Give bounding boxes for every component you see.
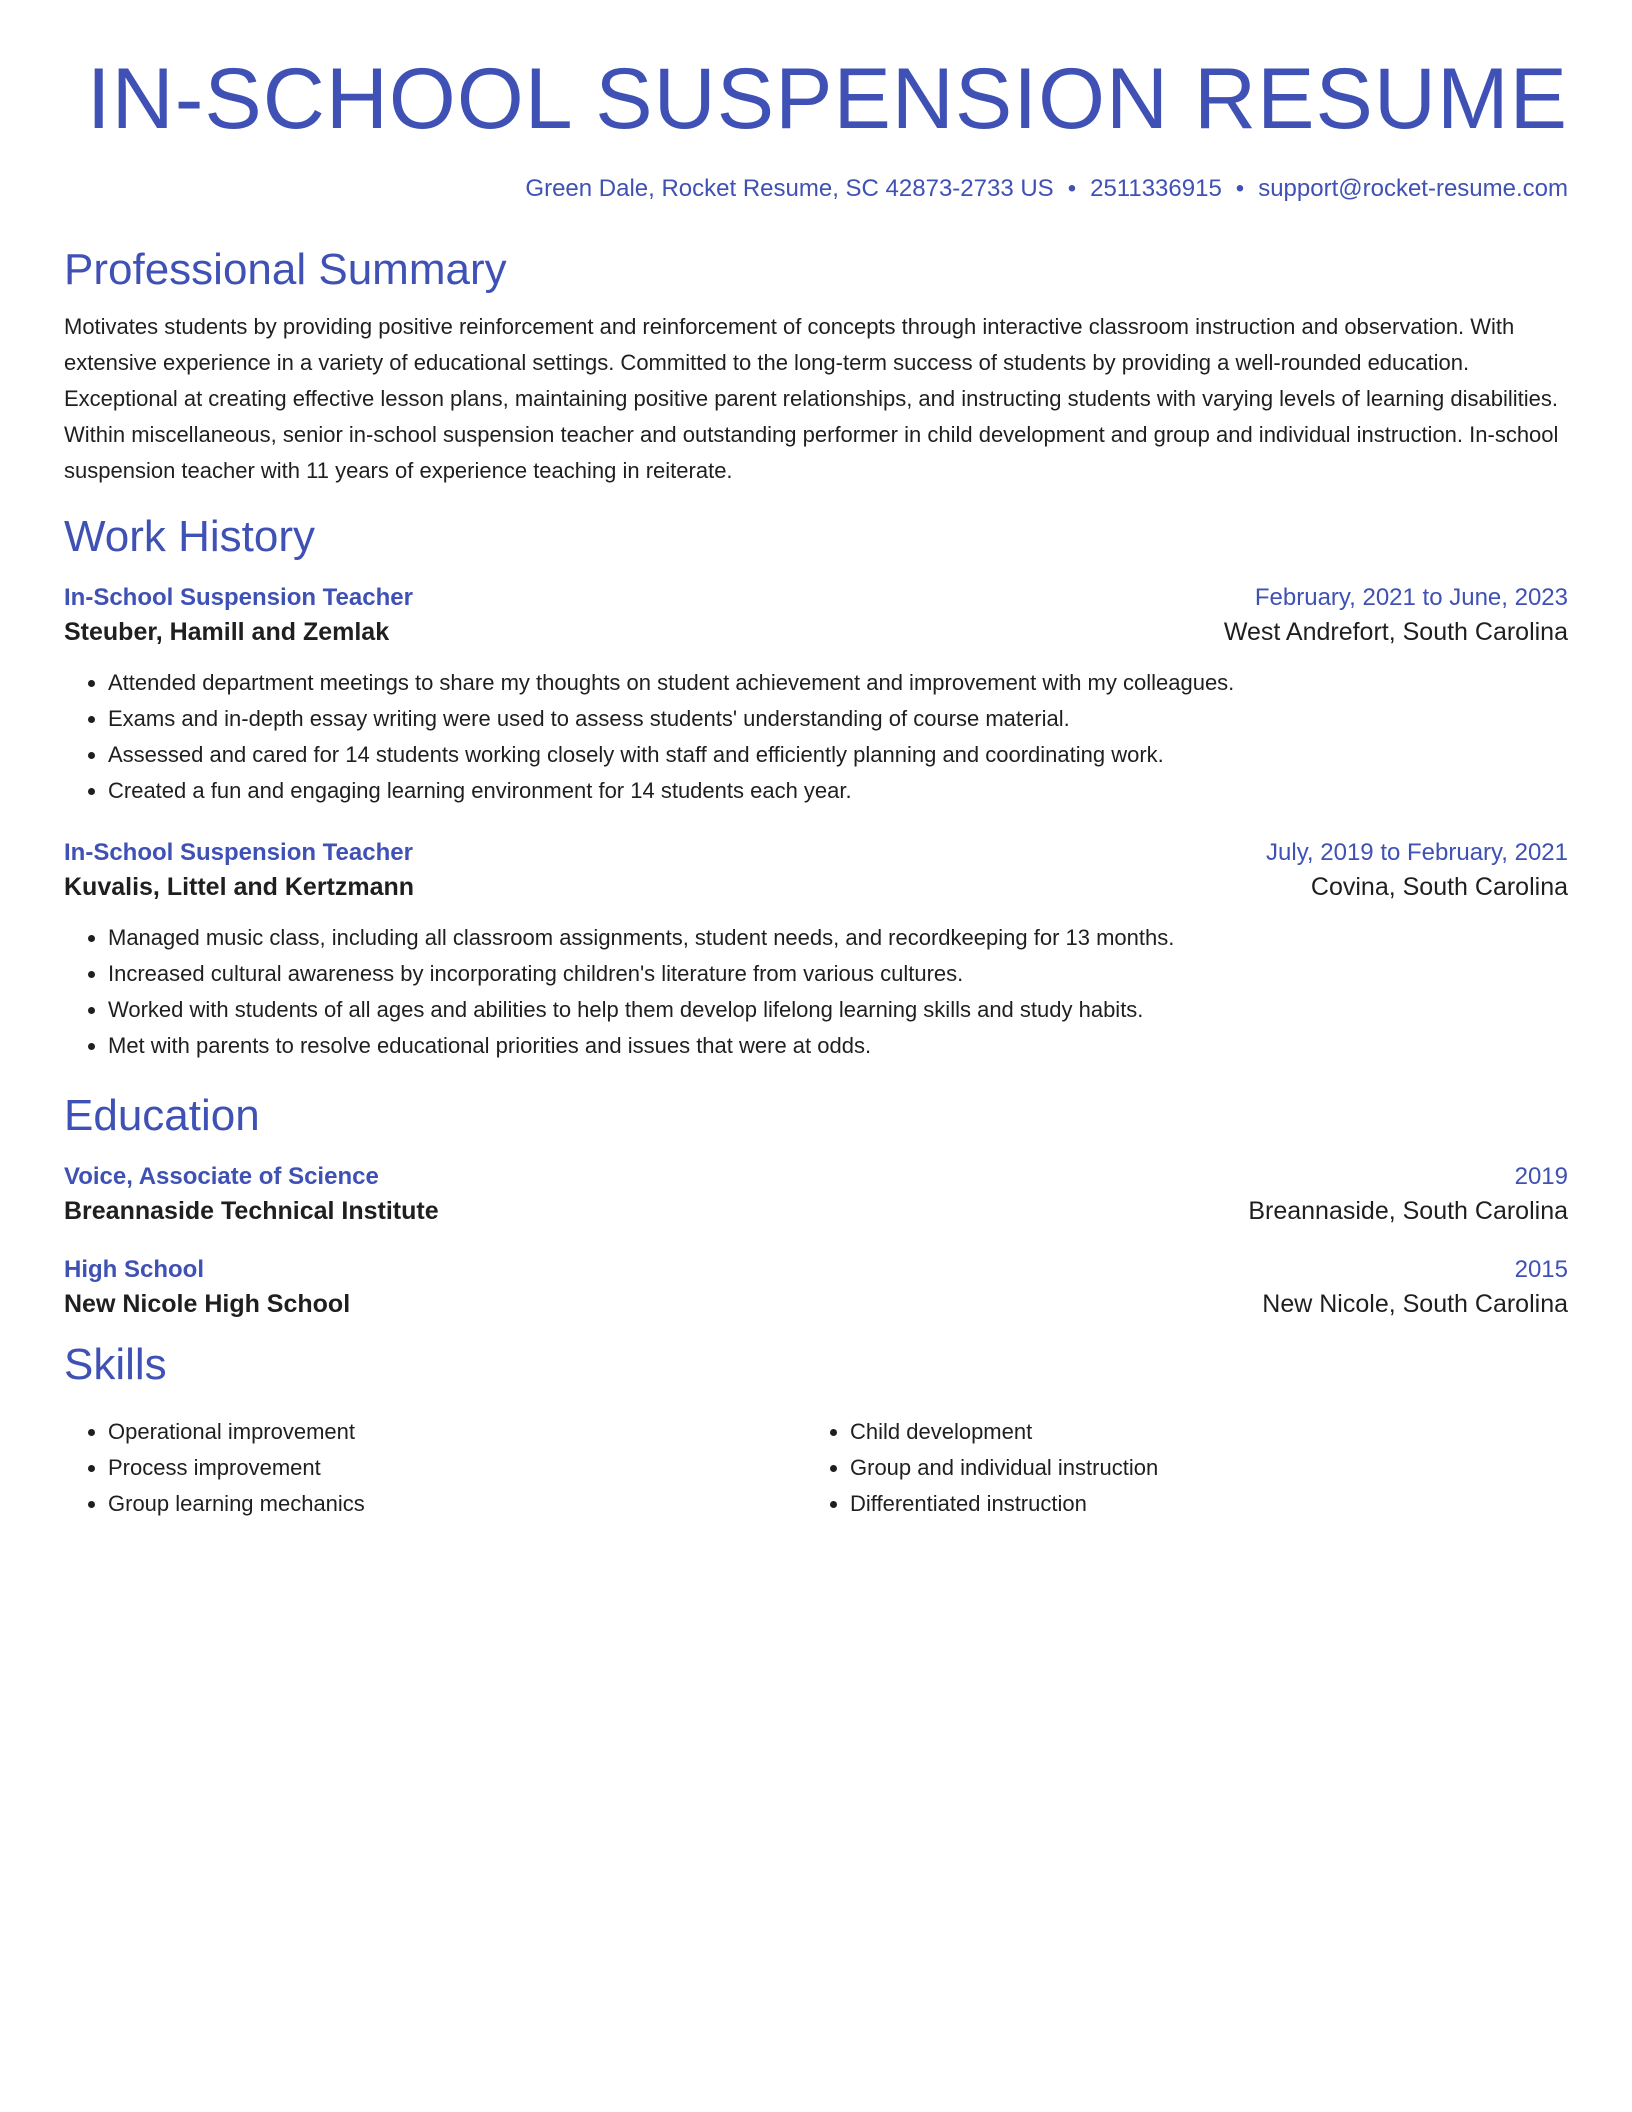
education-degree: Voice, Associate of Science — [64, 1162, 379, 1190]
summary-text: Motivates students by providing positive reinforcement and reinforcement of concepts through interactive classroom instruction and observation. With extensive experience in a variety of educational settings. Committed to the long-term success of students by providing a well-rounded education. Exceptional at creating effective lesson plans, maintaining positive parent relationships, and instructing students with varying levels of learning disabilities. Within miscellaneous, senior in-school suspension teacher and outstanding performer in child development and group and individual instruction. In-school suspension teacher with 11 years of experience teaching in reiterate. — [64, 314, 1559, 484]
job-bullet: • Assessed and cared for 14 students working closely with staff and efficiently planning and coordinating work. — [108, 737, 1568, 773]
work-history-section — [64, 511, 1568, 1064]
job-bullet: • Created a fun and engaging learning environment for 14 students each year. — [108, 773, 1568, 809]
job-bullets — [64, 665, 1568, 809]
skill-item: • Group learning mechanics — [108, 1486, 806, 1522]
skill-item: • Group and individual instruction — [850, 1450, 1548, 1486]
education-school: New Nicole High School — [64, 1289, 351, 1318]
resume-title: IN-SCHOOL SUSPENSION RESUME — [86, 51, 1568, 147]
job-location: West Andrefort, South Carolina — [1223, 617, 1568, 646]
education-entry — [64, 1256, 1568, 1319]
job-bullets — [64, 920, 1568, 1064]
job-dates: February, 2021 to June, 2023 — [1254, 583, 1568, 611]
contact-separator: • — [1067, 175, 1077, 203]
job-bullet: • Exams and in-depth essay writing were used to assess students' understanding of course material. — [108, 701, 1568, 737]
education-school-row — [64, 1197, 1568, 1226]
education-location: New Nicole, South Carolina — [1262, 1289, 1568, 1318]
education-location: Breannaside, South Carolina — [1248, 1196, 1568, 1225]
skills-column-left — [64, 1414, 806, 1522]
job-header-row — [64, 839, 1568, 867]
job-entry — [64, 839, 1568, 1064]
skills-heading: Skills — [64, 1339, 167, 1389]
job-title: In-School Suspension Teacher — [64, 583, 413, 611]
education-degree: High School — [64, 1255, 204, 1283]
education-year: 2019 — [1514, 1162, 1568, 1190]
skills-columns — [64, 1414, 1568, 1522]
contact-line — [64, 173, 1568, 204]
job-header-row — [64, 584, 1568, 612]
skill-item: • Differentiated instruction — [850, 1486, 1548, 1522]
job-bullet: • Managed music class, including all classroom assignments, student needs, and recordkeeping for 13 months. — [108, 920, 1568, 956]
job-bullet: • Met with parents to resolve educational priorities and issues that were at odds. — [108, 1028, 1568, 1064]
education-header-row — [64, 1163, 1568, 1191]
education-header-row — [64, 1256, 1568, 1284]
education-heading: Education — [64, 1090, 260, 1140]
skills-section — [64, 1339, 1568, 1522]
job-employer-row — [64, 873, 1568, 902]
contact-phone: 2511336915 — [1090, 175, 1222, 203]
job-company: Steuber, Hamill and Zemlak — [64, 617, 390, 646]
job-bullet: • Increased cultural awareness by incorporating children's literature from various cultures. — [108, 956, 1568, 992]
contact-separator: • — [1235, 175, 1245, 203]
job-employer-row — [64, 618, 1568, 647]
job-location: Covina, South Carolina — [1310, 872, 1568, 901]
education-section — [64, 1090, 1568, 1319]
education-entry — [64, 1163, 1568, 1226]
skill-item: • Child development — [850, 1414, 1548, 1450]
skills-column-right — [806, 1414, 1548, 1522]
skill-item: • Operational improvement — [108, 1414, 806, 1450]
job-bullet: • Attended department meetings to share my thoughts on student achievement and improvement with my colleagues. — [108, 665, 1568, 701]
job-entry — [64, 584, 1568, 809]
education-school-row — [64, 1290, 1568, 1319]
education-school: Breannaside Technical Institute — [64, 1196, 439, 1225]
contact-address: Green Dale, Rocket Resume, SC 42873-2733 US — [525, 175, 1054, 203]
summary-section — [64, 244, 1568, 489]
job-dates: July, 2019 to February, 2021 — [1266, 838, 1568, 866]
job-title: In-School Suspension Teacher — [64, 838, 413, 866]
skill-item: • Process improvement — [108, 1450, 806, 1486]
work-history-heading: Work History — [64, 512, 315, 562]
job-company: Kuvalis, Littel and Kertzmann — [64, 872, 415, 901]
education-year: 2015 — [1514, 1255, 1568, 1283]
contact-email[interactable]: support@rocket-resume.com — [1258, 175, 1568, 203]
summary-heading: Professional Summary — [64, 245, 507, 295]
job-bullet: • Worked with students of all ages and abilities to help them develop lifelong learning skills and study habits. — [108, 992, 1568, 1028]
